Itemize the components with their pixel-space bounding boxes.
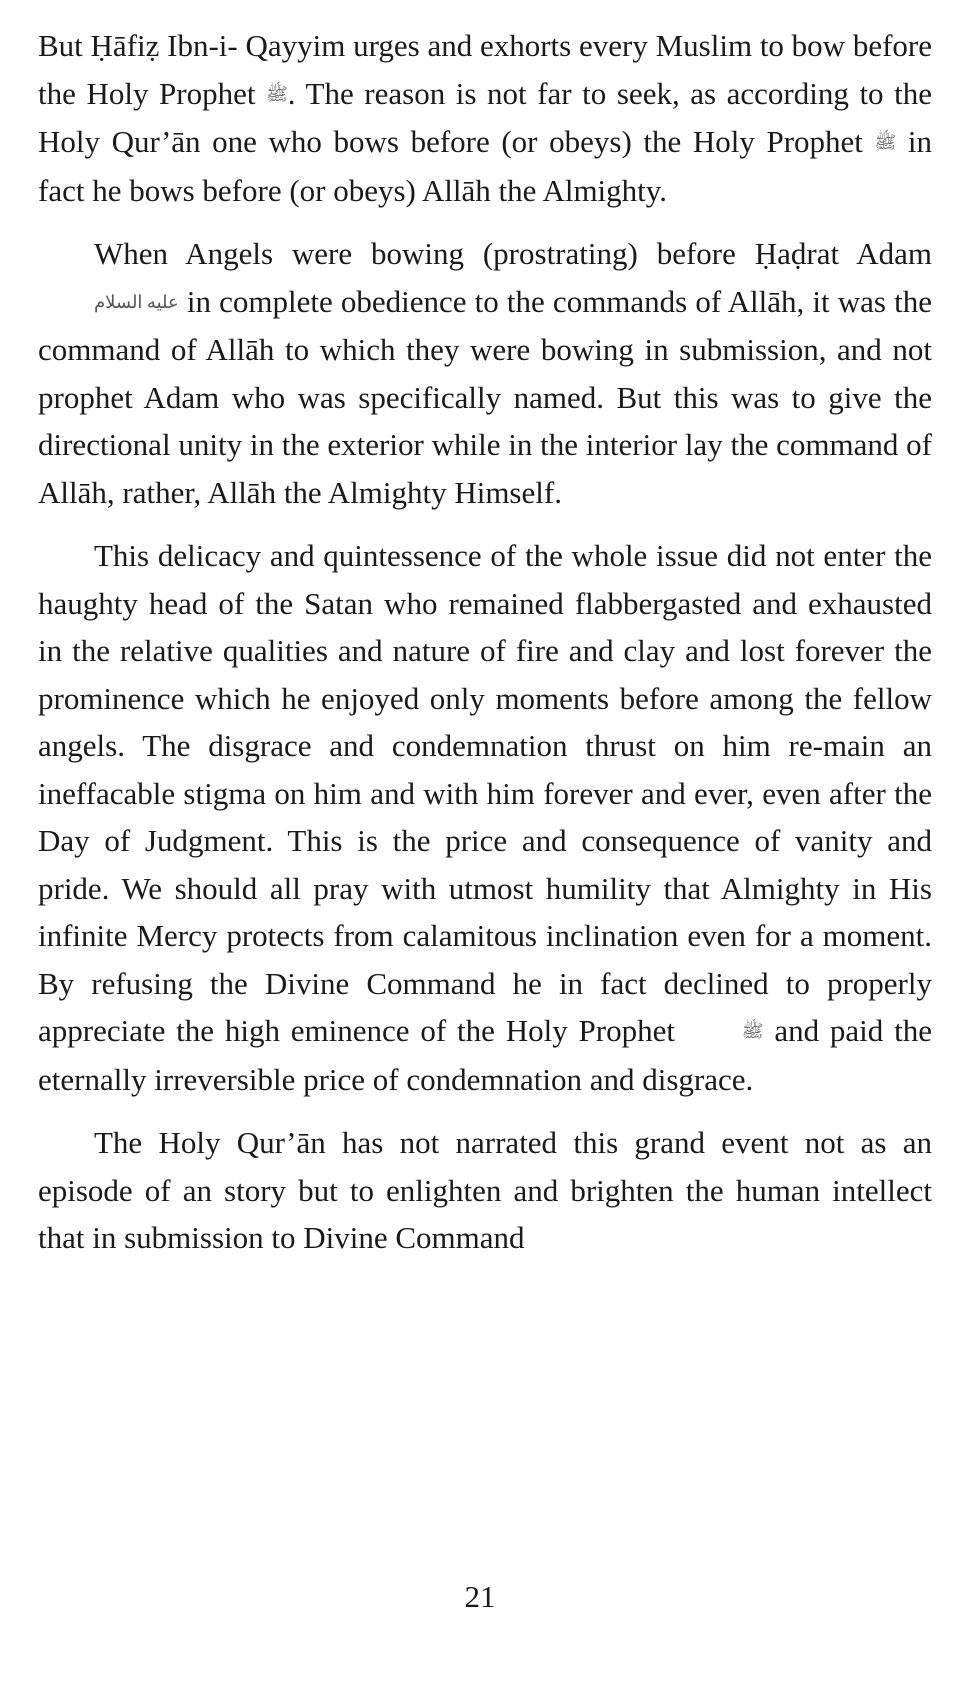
paragraph-4 — [38, 1119, 932, 1262]
text-run: in complete obedience to the commands of Allāh, it was the command of Allāh to which they were bowing in submission, and not prophet Adam who was specifically named. But this was to give the directional unity in the exterior while in the interior lay the command of Allāh, rather, Allāh the Almighty Himself. — [38, 283, 932, 510]
body-text — [38, 22, 932, 1262]
page-number: 21 — [464, 1579, 496, 1614]
salutation-symbol: ﷺ — [874, 132, 897, 152]
paragraph-3 — [38, 532, 932, 1103]
salutation-symbol: عليه السلام — [94, 291, 179, 312]
text-run: When Angels were bowing (prostrating) before Ḥaḍrat Adam — [94, 236, 932, 271]
text-run: But Ḥāfiẓ Ibn-i- Qayyim urges and exhorts every Muslim to bow before the Holy Prophet — [38, 28, 932, 111]
paragraph-1 — [38, 22, 932, 214]
text-run: This delicacy and quintessence of the whole issue did not enter the haughty head of the Satan who remained flabbergasted and exhausted in the relative qualities and nature of fire and clay and lost forever the prominence which he enjoyed only moments before among the fellow angels. The disgrace and condemnation thrust on him re-main an ineffacable stigma on him and with him forever and ever, even after the Day of Judgment. This is the price and consequence of vanity and pride. We should all pray with utmost humility that Almighty in His infinite Mercy protects from calamitous inclination even for a moment. By refusing the Divine Command he in fact declined to properly appreciate the high eminence of the Holy Prophet — [38, 538, 932, 1048]
text-run: in fact he bows before (or obeys) Allāh the Almighty. — [38, 124, 932, 208]
paragraph-2 — [38, 230, 932, 516]
salutation-symbol: ﷺ — [266, 83, 288, 104]
salutation-symbol: ﷺ — [741, 1021, 764, 1041]
text-run: and paid the eternally irreversible price of condemnation and disgrace. — [38, 1013, 932, 1097]
text-run: The Holy Qur’ān has not narrated this grand event not as an episode of an story but to enlighten and brighten the human intellect that in submission to Divine Command — [38, 1125, 932, 1255]
text-run: . The reason is not far to seek, as according to the Holy Qur’ān one who bows before (or obeys) the Holy Prophet — [38, 75, 932, 159]
